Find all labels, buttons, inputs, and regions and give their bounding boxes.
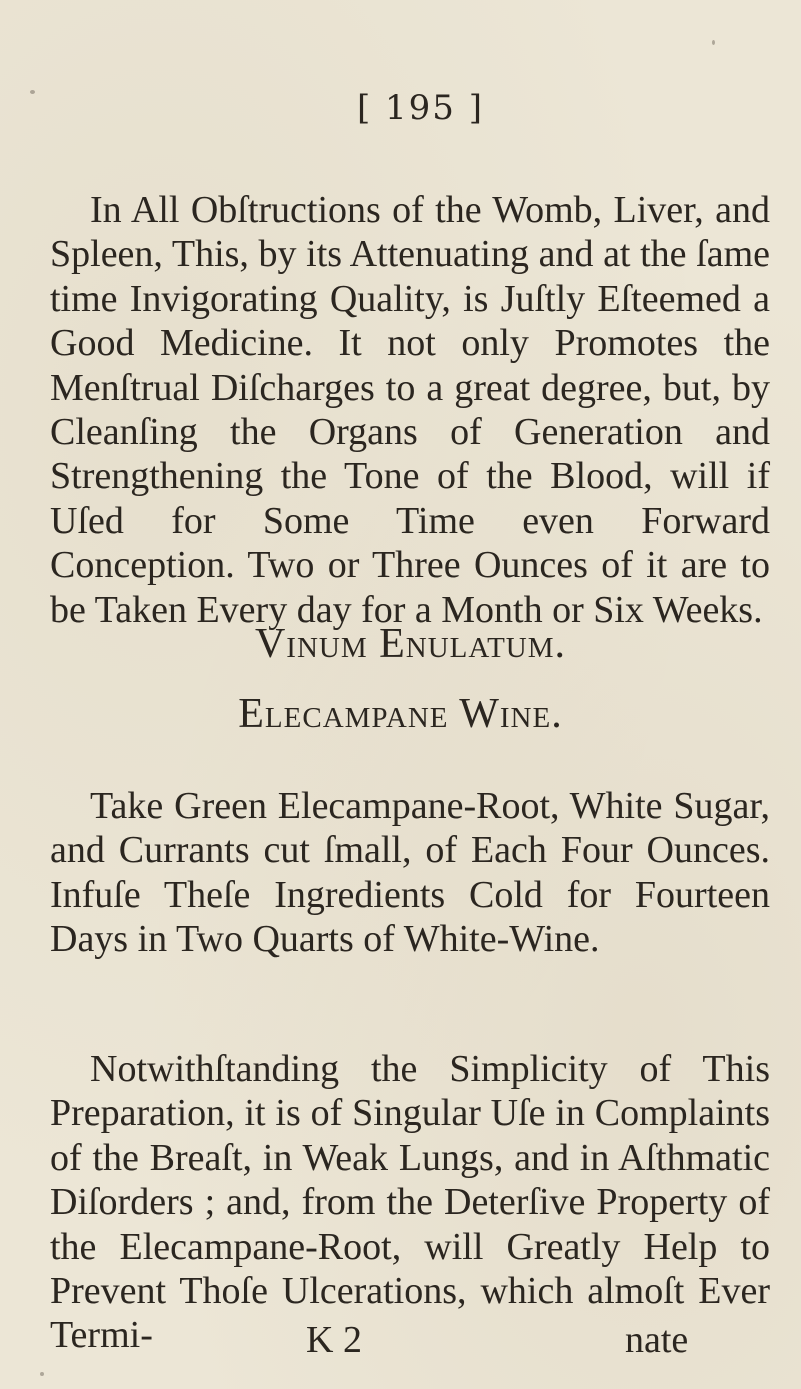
paragraph-text: Notwithſtanding the Simplicity of This Preparation, it is of Singular Uſe in Complaints of the Breaſt, in Weak Lungs, and in Aſthmatic Diſorders ; and, from the Deterſive Property of the Elecampane-Root, will Greatly Help to Prevent Thoſe Ulcerations, which almoſt Ever Termi- [50,1048,770,1357]
catchword: nate [625,1319,689,1361]
paragraph-text: In All Obſtructions of the Womb, Liver, and Spleen, This, by its Attenuating and at the ſame time Invigorating Quality, is Juſtly Eſteemed a Good Medicine. It not only Promotes the Menſtrual Diſcharges to a great degree, but, by Cleanſing the Organs of Generation and Strengthening the Tone of the Blood, will if Uſed for Some Time even Forward Conception. Two or Three Ounces of it are to be Taken Every day for a Month or Six Weeks. [50,189,770,631]
paragraph-obstructions [50,188,770,632]
paper-speck [712,40,715,45]
paper-speck [30,90,35,94]
paragraph-uses [50,1047,770,1358]
page-number: [ 195 ] [356,88,485,128]
heading-english-title: Elecampane Wine. [238,691,563,737]
paper-speck [760,1200,763,1203]
signature-mark: K 2 [306,1319,362,1361]
paper-speck [40,1372,44,1376]
heading-latin-title: Vinum Enulatum. [254,621,567,667]
paragraph-text: Take Green Elecampane-Root, White Sugar, and Currants cut ſmall, of Each Four Ounces. Infuſe Theſe Ingredients Cold for Fourteen Days in Two Quarts of White-Wine. [50,785,770,961]
paragraph-recipe [50,784,770,962]
